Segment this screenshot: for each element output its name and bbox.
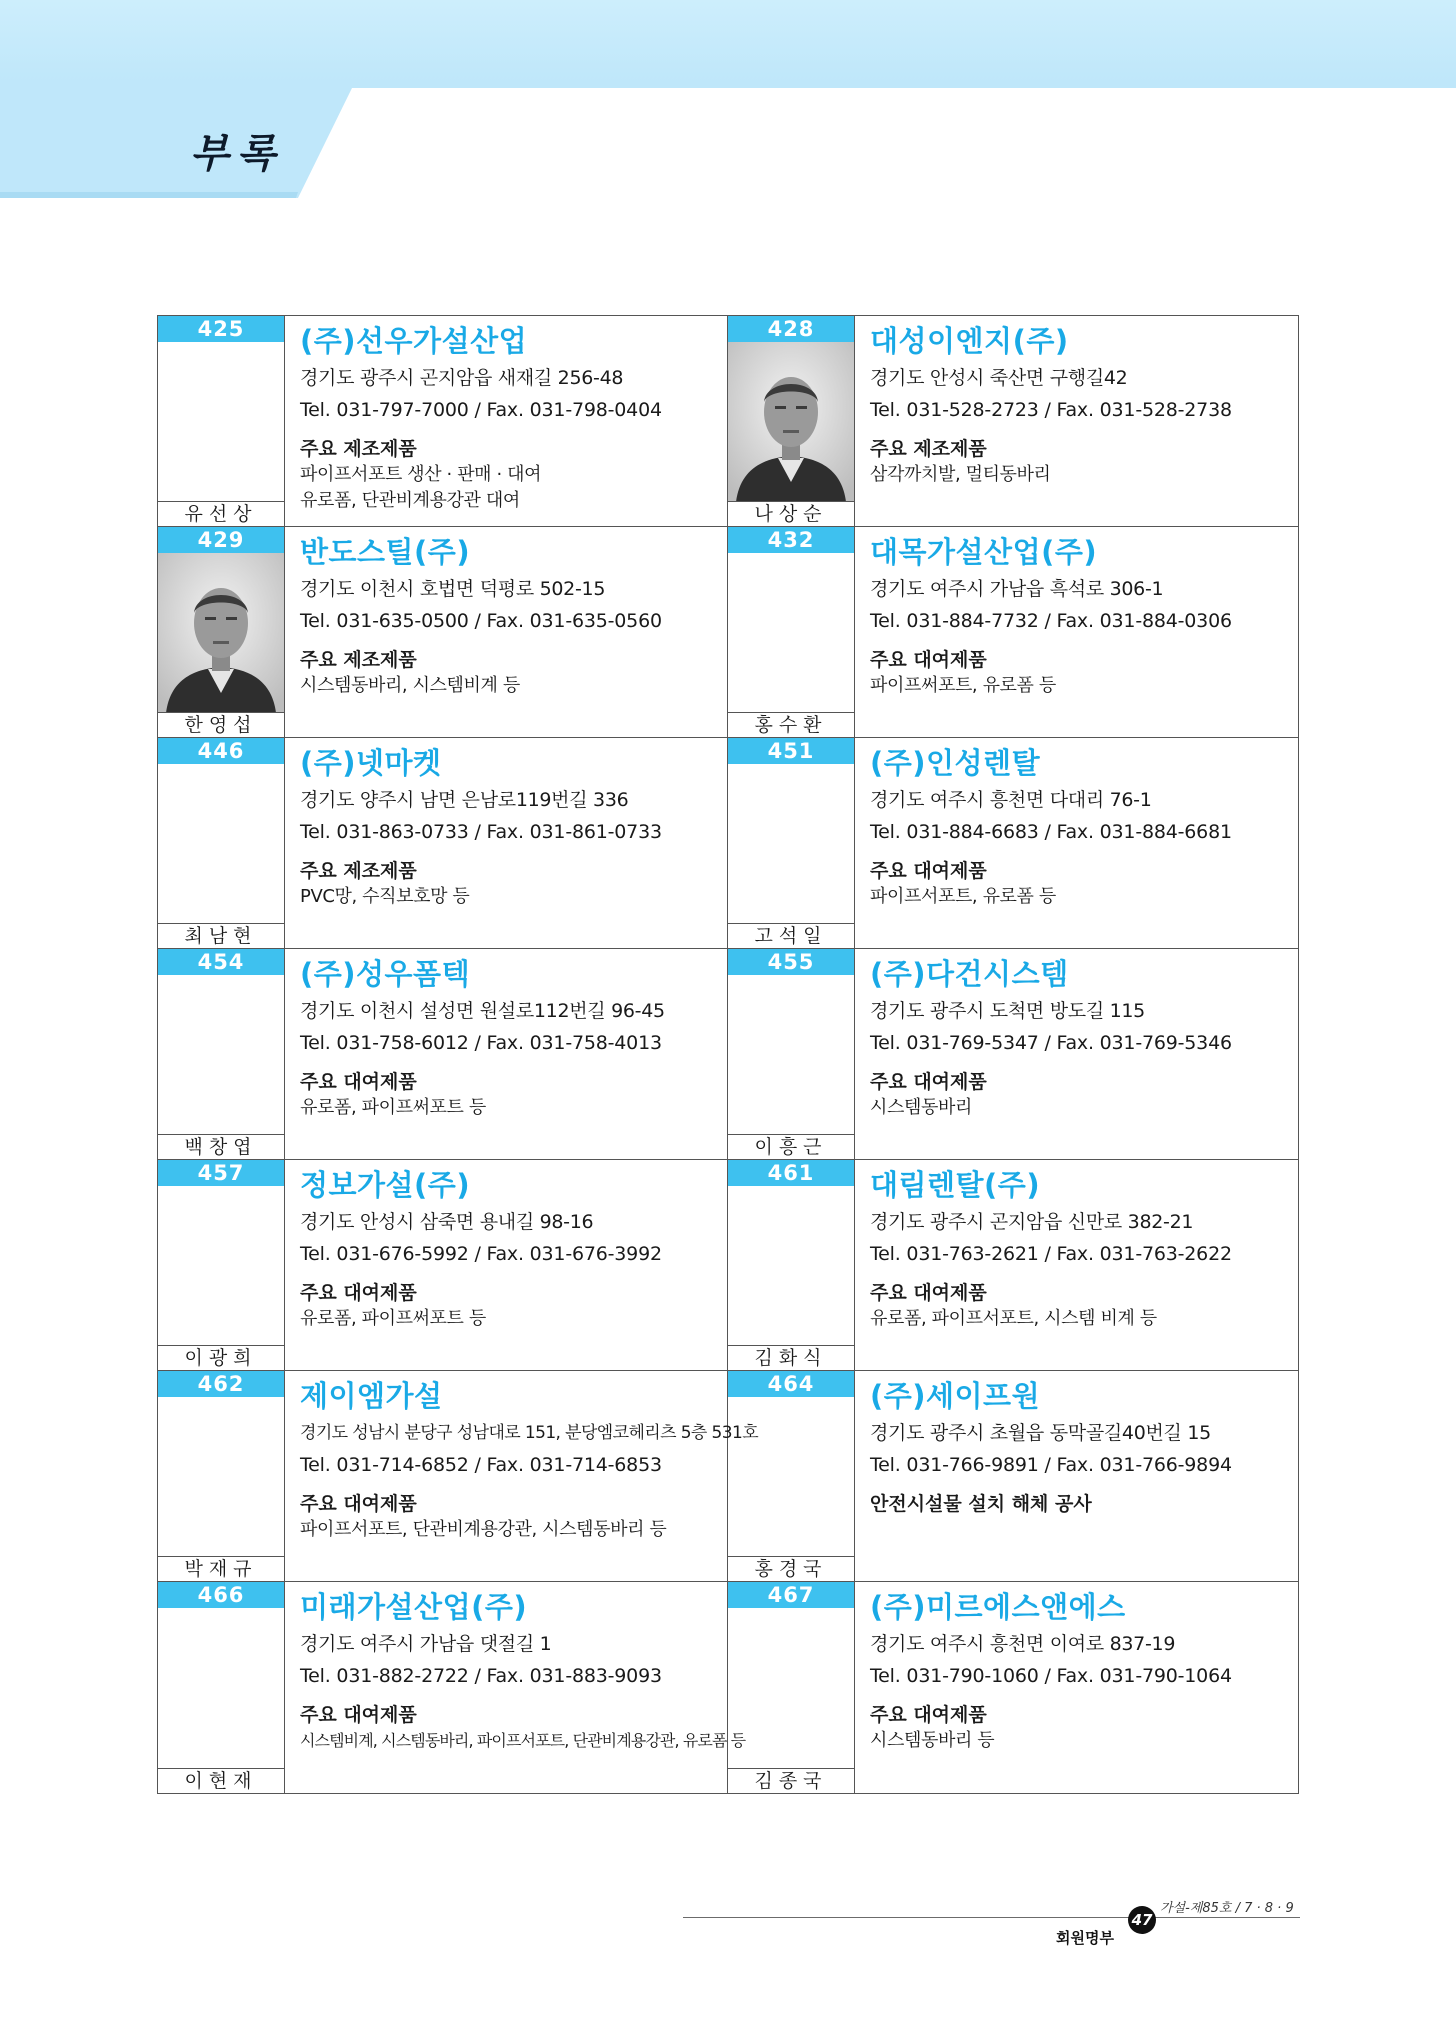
- member-info: [870, 744, 1290, 910]
- member-side-panel: [158, 316, 285, 526]
- member-number: 462: [158, 1371, 284, 1397]
- member-card: [158, 316, 728, 527]
- member-number: 457: [158, 1160, 284, 1186]
- member-number: 461: [728, 1160, 854, 1186]
- member-photo: [158, 1397, 284, 1557]
- member-side-panel: [728, 316, 855, 526]
- company-address: 경기도 광주시 곤지암읍 신만로 382-21: [870, 1211, 1194, 1233]
- company-address: 경기도 안성시 삼죽면 용내길 98-16: [300, 1211, 594, 1233]
- representative-name: 김종국: [728, 1768, 854, 1793]
- product-item: 유로폼, 파이프써포트 등: [300, 1097, 486, 1118]
- member-photo: [158, 1608, 284, 1768]
- company-address: 경기도 여주시 가남읍 흑석로 306-1: [870, 578, 1164, 600]
- product-label: 주요 제조제품: [300, 438, 417, 460]
- member-card: [728, 1160, 1298, 1371]
- representative-name: 이광희: [158, 1345, 284, 1370]
- company-tel-fax: Tel. 031-528-2723 / Fax. 031-528-2738: [870, 399, 1232, 421]
- member-side-panel: [728, 527, 855, 737]
- product-label: 주요 제조제품: [300, 649, 417, 671]
- company-tel-fax: Tel. 031-797-7000 / Fax. 031-798-0404: [300, 399, 662, 421]
- company-tel-fax: Tel. 031-676-5992 / Fax. 031-676-3992: [300, 1243, 662, 1265]
- section-title: 부록: [190, 131, 284, 177]
- member-card: [728, 949, 1298, 1160]
- company-name: 대목가설산업(주): [870, 535, 1098, 569]
- product-item: 파이프서포트, 유로폼 등: [870, 886, 1056, 907]
- company-address: 경기도 여주시 가남읍 댓절길 1: [300, 1633, 552, 1655]
- company-address: 경기도 이천시 호법면 덕평로 502-15: [300, 578, 606, 600]
- member-number: 464: [728, 1371, 854, 1397]
- product-label: 주요 대여제품: [870, 649, 987, 671]
- product-item: 시스템동바리 등: [870, 1730, 995, 1751]
- product-label: 안전시설물 설치 해체 공사: [870, 1493, 1092, 1515]
- member-number: 428: [728, 316, 854, 342]
- member-card: [158, 1160, 728, 1371]
- member-side-panel: [728, 1371, 855, 1581]
- product-item: 유로폼, 단관비계용강관 대여: [300, 490, 520, 511]
- representative-portrait: [728, 342, 854, 502]
- company-tel-fax: Tel. 031-790-1060 / Fax. 031-790-1064: [870, 1665, 1232, 1687]
- representative-portrait: [158, 553, 284, 713]
- member-side-panel: [728, 949, 855, 1159]
- member-side-panel: [158, 527, 285, 737]
- product-list: [300, 884, 719, 910]
- representative-name: 백창엽: [158, 1134, 284, 1159]
- member-photo: [728, 975, 854, 1135]
- representative-name: 유선상: [158, 501, 284, 526]
- member-card: [158, 527, 728, 738]
- member-number: 455: [728, 949, 854, 975]
- member-side-panel: [158, 1582, 285, 1793]
- product-label: 주요 대여제품: [870, 860, 987, 882]
- company-tel-fax: Tel. 031-884-6683 / Fax. 031-884-6681: [870, 821, 1232, 843]
- product-list: [870, 1306, 1290, 1332]
- member-photo: [158, 342, 284, 502]
- company-name: (주)선우가설산업: [300, 324, 528, 358]
- company-tel-fax: Tel. 031-769-5347 / Fax. 031-769-5346: [870, 1032, 1232, 1054]
- company-address: 경기도 광주시 곤지암읍 새재길 256-48: [300, 367, 624, 389]
- representative-name: 이흥근: [728, 1134, 854, 1159]
- member-info: [300, 1166, 719, 1332]
- product-label: 주요 대여제품: [300, 1704, 417, 1726]
- product-list: [300, 673, 719, 699]
- footer-divider: [683, 1917, 1300, 1918]
- member-photo: [728, 553, 854, 713]
- product-label: 주요 대여제품: [300, 1071, 417, 1093]
- representative-name: 박재규: [158, 1556, 284, 1581]
- member-side-panel: [158, 738, 285, 948]
- product-item: 파이프서포트 생산 · 판매 · 대여: [300, 464, 542, 485]
- member-info: [870, 1588, 1290, 1754]
- company-name: 반도스틸(주): [300, 535, 471, 569]
- representative-name: 김화식: [728, 1345, 854, 1370]
- product-item: 유로폼, 파이프서포트, 시스템 비계 등: [870, 1308, 1157, 1329]
- product-item: PVC망, 수직보호망 등: [300, 886, 470, 907]
- member-card: [728, 1371, 1298, 1582]
- member-number: 425: [158, 316, 284, 342]
- product-list: [870, 1095, 1290, 1121]
- company-name: (주)넷마켓: [300, 746, 442, 780]
- company-name: 제이엠가설: [300, 1379, 443, 1413]
- member-photo: [728, 342, 854, 502]
- company-name: (주)미르에스앤에스: [870, 1590, 1126, 1624]
- company-address: 경기도 이천시 설성면 원설로112번길 96-45: [300, 1000, 665, 1022]
- representative-name: 고석일: [728, 923, 854, 948]
- company-address: 경기도 광주시 도척면 방도길 115: [870, 1000, 1145, 1022]
- product-label: 주요 제조제품: [300, 860, 417, 882]
- member-info: [870, 322, 1290, 488]
- representative-name: 최남현: [158, 923, 284, 948]
- member-number: 451: [728, 738, 854, 764]
- member-info: [300, 1377, 759, 1543]
- header-band: [0, 0, 1456, 82]
- member-info: [870, 955, 1290, 1121]
- member-photo: [728, 764, 854, 924]
- company-tel-fax: Tel. 031-635-0500 / Fax. 031-635-0560: [300, 610, 662, 632]
- product-label: 주요 제조제품: [870, 438, 987, 460]
- member-info: [300, 744, 719, 910]
- company-name: (주)다건시스템: [870, 957, 1069, 991]
- company-name: 정보가설(주): [300, 1168, 471, 1202]
- product-item: 파이프써포트, 유로폼 등: [870, 675, 1056, 696]
- representative-name: 나상순: [728, 501, 854, 526]
- product-list: [300, 1306, 719, 1332]
- member-card: [728, 527, 1298, 738]
- member-directory: [157, 315, 1299, 1794]
- product-item: 시스템동바리, 시스템비계 등: [300, 675, 520, 696]
- product-list: [300, 1095, 719, 1121]
- member-side-panel: [728, 738, 855, 948]
- member-info: [300, 322, 719, 514]
- footer-section: 회원명부: [1056, 1929, 1114, 1947]
- member-photo: [728, 1186, 854, 1346]
- company-tel-fax: Tel. 031-882-2722 / Fax. 031-883-9093: [300, 1665, 662, 1687]
- member-card: [158, 949, 728, 1160]
- company-tel-fax: Tel. 031-758-6012 / Fax. 031-758-4013: [300, 1032, 662, 1054]
- member-number: 466: [158, 1582, 284, 1608]
- company-name: (주)성우폼텍: [300, 957, 471, 991]
- representative-name: 이현재: [158, 1768, 284, 1793]
- representative-name: 홍경국: [728, 1556, 854, 1581]
- member-number: 429: [158, 527, 284, 553]
- member-side-panel: [158, 1371, 285, 1581]
- product-list: [870, 1728, 1290, 1754]
- company-tel-fax: Tel. 031-863-0733 / Fax. 031-861-0733: [300, 821, 662, 843]
- member-side-panel: [158, 1160, 285, 1370]
- member-photo: [728, 1608, 854, 1768]
- product-item: 파이프서포트, 단관비계용강관, 시스템동바리 등: [300, 1519, 667, 1540]
- company-address: 경기도 성남시 분당구 성남대로 151, 분당엠코헤리츠 5층 531호: [300, 1423, 759, 1443]
- member-card: [728, 1582, 1298, 1793]
- product-item: 유로폼, 파이프써포트 등: [300, 1308, 486, 1329]
- page-number: 47: [1128, 1906, 1156, 1934]
- product-list: [300, 462, 719, 514]
- company-name: 미래가설산업(주): [300, 1590, 528, 1624]
- product-label: 주요 대여제품: [870, 1282, 987, 1304]
- company-address: 경기도 광주시 초월읍 동막골길40번길 15: [870, 1422, 1211, 1444]
- member-card: [158, 1582, 746, 1793]
- member-card: [728, 316, 1298, 527]
- company-name: (주)인성렌탈: [870, 746, 1041, 780]
- member-info: [300, 533, 719, 699]
- company-tel-fax: Tel. 031-763-2621 / Fax. 031-763-2622: [870, 1243, 1232, 1265]
- member-info: [300, 1588, 746, 1754]
- member-number: 467: [728, 1582, 854, 1608]
- product-label: 주요 대여제품: [300, 1493, 417, 1515]
- member-photo: [728, 1397, 854, 1557]
- member-card: [728, 738, 1298, 949]
- member-side-panel: [158, 949, 285, 1159]
- product-item: 시스템비계, 시스템동바리, 파이프서포트, 단관비계용강관, 유로폼 등: [300, 1731, 746, 1750]
- company-tel-fax: Tel. 031-884-7732 / Fax. 031-884-0306: [870, 610, 1232, 632]
- member-info: [300, 955, 719, 1121]
- member-side-panel: [728, 1160, 855, 1370]
- member-photo: [158, 1186, 284, 1346]
- product-label: 주요 대여제품: [870, 1704, 987, 1726]
- member-info: [870, 1166, 1290, 1332]
- member-number: 446: [158, 738, 284, 764]
- company-tel-fax: Tel. 031-766-9891 / Fax. 031-766-9894: [870, 1454, 1232, 1476]
- company-name: 대림렌탈(주): [870, 1168, 1041, 1202]
- member-info: [870, 533, 1290, 699]
- member-card: [158, 1371, 759, 1582]
- product-list: [300, 1728, 746, 1754]
- product-label: 주요 대여제품: [870, 1071, 987, 1093]
- member-photo: [158, 553, 284, 713]
- product-list: [870, 462, 1290, 488]
- representative-name: 홍수환: [728, 712, 854, 737]
- member-side-panel: [728, 1582, 855, 1793]
- member-number: 454: [158, 949, 284, 975]
- company-address: 경기도 여주시 흥천면 이여로 837-19: [870, 1633, 1176, 1655]
- company-name: 대성이엔지(주): [870, 324, 1069, 358]
- product-item: 삼각까치발, 멀티동바리: [870, 464, 1051, 485]
- company-address: 경기도 안성시 죽산면 구행길42: [870, 367, 1128, 389]
- member-photo: [158, 975, 284, 1135]
- representative-name: 한영섭: [158, 712, 284, 737]
- product-label: 주요 대여제품: [300, 1282, 417, 1304]
- member-photo: [158, 764, 284, 924]
- company-address: 경기도 양주시 남면 은남로119번길 336: [300, 789, 629, 811]
- product-item: 시스템동바리: [870, 1097, 972, 1118]
- product-list: [300, 1517, 719, 1543]
- company-address: 경기도 여주시 흥천면 다대리 76-1: [870, 789, 1152, 811]
- member-number: 432: [728, 527, 854, 553]
- footer-issue: 가설-제85호 / 7 · 8 · 9: [1160, 1901, 1294, 1916]
- member-card: [158, 738, 728, 949]
- company-tel-fax: Tel. 031-714-6852 / Fax. 031-714-6853: [300, 1454, 662, 1476]
- company-name: (주)세이프원: [870, 1379, 1041, 1413]
- member-info: [870, 1377, 1290, 1517]
- product-list: [870, 884, 1290, 910]
- product-list: [870, 673, 1290, 699]
